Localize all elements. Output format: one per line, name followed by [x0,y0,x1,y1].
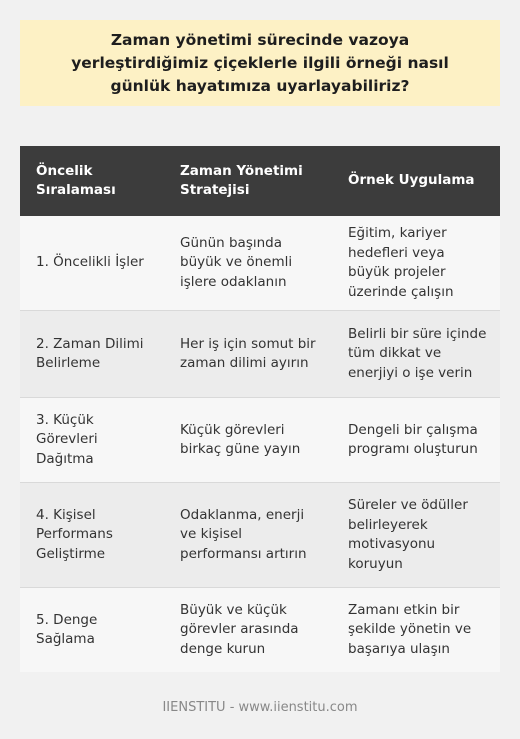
priority-table [20,146,500,672]
footer-credit: IIENSTITU - www.iienstitu.com [162,700,358,715]
table-row [20,398,500,483]
table-cell-strategy: Her iş için somut bir zaman dilimi ayırın [180,335,316,371]
table-cell-example: Zamanı etkin bir şekilde yönetin ve başarıya ulaşın [348,601,472,657]
table-row [20,216,500,311]
table-row [20,483,500,588]
page-title: Zaman yönetimi sürecinde vazoya yerleştirdiğimiz çiçeklerle ilgili örneği nasıl günlük hayatımıza uyarlayabiliriz? [71,30,449,95]
table-cell-priority: 4. Kişisel Performans Geliştirme [36,506,113,562]
table-cell-strategy: Günün başında büyük ve önemli işlere odaklanın [180,234,293,290]
header-cell-strategy: Zaman Yönetimi Stratejisi [180,162,303,198]
table-cell-strategy: Odaklanma, enerji ve kişisel performansı artırın [180,506,307,562]
table-cell-priority: 5. Denge Sağlama [36,611,98,647]
table-header-row [20,146,500,216]
table-cell-strategy: Küçük görevleri birkaç güne yayın [180,421,301,457]
table-cell-priority: 1. Öncelikli İşler [36,254,144,271]
table-cell-example: Süreler ve ödüller belirleyerek motivasyonu koruyun [348,497,468,572]
table-cell-example: Dengeli bir çalışma programı oluşturun [348,421,478,457]
table-cell-priority: 2. Zaman Dilimi Belirleme [36,335,144,371]
table-row [20,588,500,672]
table-cell-priority: 3. Küçük Görevleri Dağıtma [36,411,98,467]
table-cell-example: Eğitim, kariyer hedefleri veya büyük projeler üzerinde çalışın [348,225,454,300]
table-cell-example: Belirli bir süre içinde tüm dikkat ve enerjiyi o işe verin [348,325,487,381]
header-cell-example: Örnek Uygulama [348,172,475,189]
title-banner [20,20,500,106]
header-cell-priority: Öncelik Sıralaması [36,162,116,198]
table-row [20,311,500,398]
table-cell-strategy: Büyük ve küçük görevler arasında denge kurun [180,601,299,657]
